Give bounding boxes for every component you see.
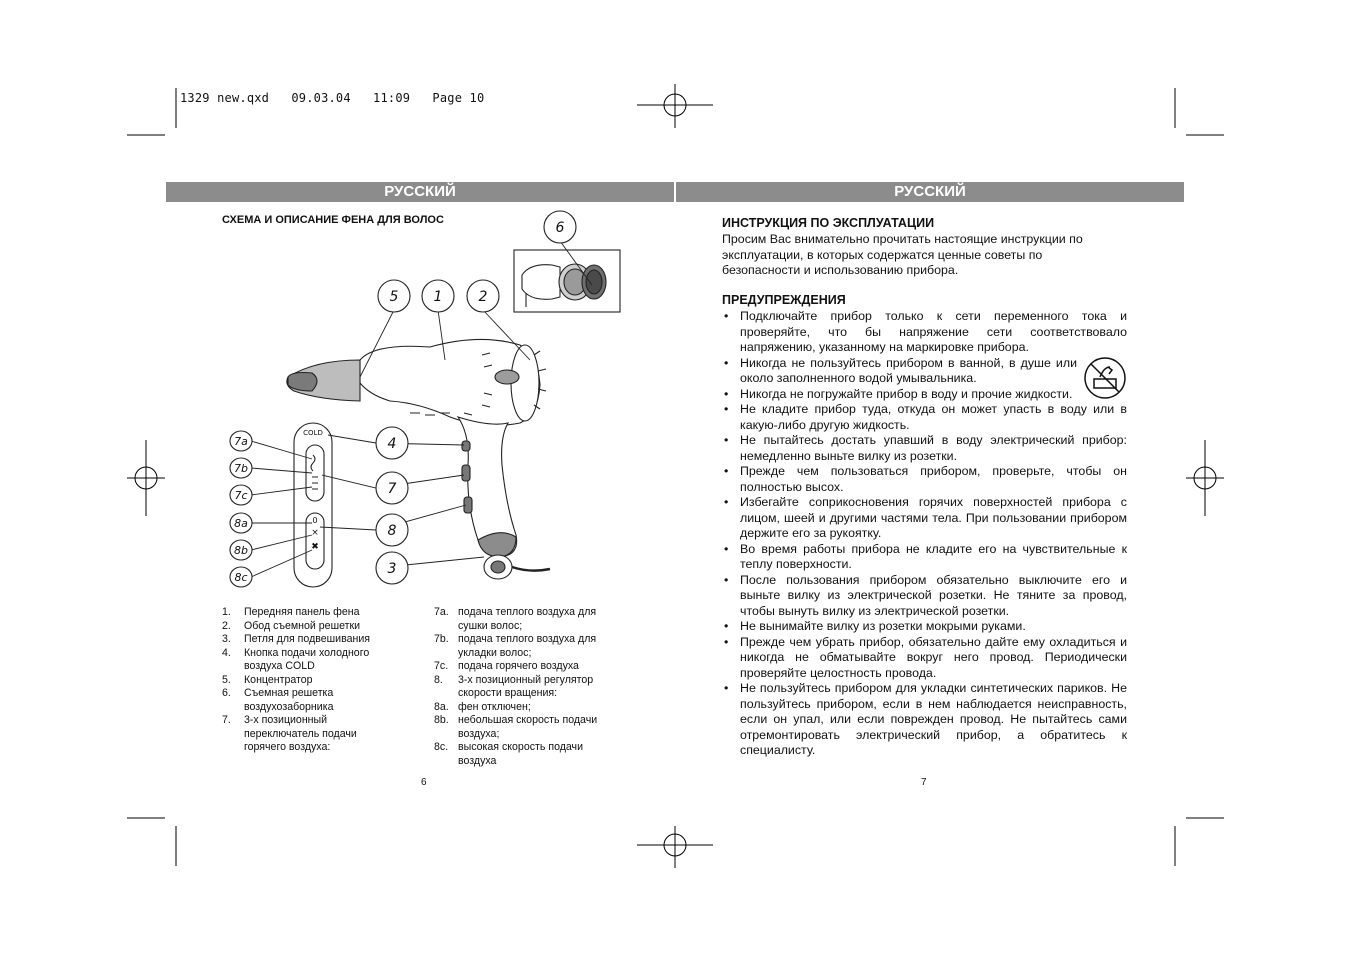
legend-row: укладки волос;: [458, 646, 532, 659]
diagram-section-title: СХЕМА И ОПИСАНИЕ ФЕНА ДЛЯ ВОЛОС: [222, 214, 444, 226]
legend-row: 8b. небольшая скорость подачи: [434, 714, 598, 726]
legend-row: 3. Петля для подвешивания: [222, 633, 370, 645]
legend-row: воздухозаборника: [244, 700, 334, 713]
legend-row: 4. Кнопка подачи холодного: [222, 646, 370, 659]
registration-mark-right: [1186, 440, 1224, 516]
registration-mark-top: [637, 84, 713, 128]
legend-row: воздуха: [458, 754, 497, 767]
switch-panel-illustration: [294, 423, 332, 587]
instructions-title: ИНСТРУКЦИЯ ПО ЭКСПЛУАТАЦИИ: [722, 216, 935, 230]
hair-dryer-diagram: [220, 205, 630, 595]
legend-row: 8a. фен отключен;: [434, 700, 531, 713]
left-band-title: РУССКИЙ: [384, 183, 456, 200]
callout-7c-label: 7c: [234, 489, 248, 502]
callout-6-label: 6: [555, 220, 565, 236]
callout-7b-label: 7b: [234, 462, 248, 475]
right-band: [676, 182, 1184, 202]
legend-left: [222, 606, 422, 755]
callout-8b-label: 8b: [234, 544, 248, 557]
warnings-list: [722, 309, 1127, 759]
legend-row: 8c. высокая скорость подачи: [434, 741, 583, 753]
warning-item: • Никогда не пользуйтесь прибором в ванной, в душе или около заполненного водой умывальника.: [722, 356, 1077, 387]
switch-mark-0: 0: [312, 516, 318, 525]
instructions-line: безопасности и использованию прибора.: [722, 263, 959, 277]
callout-8c-label: 8c: [234, 571, 248, 584]
legend-row: воздуха;: [458, 727, 500, 740]
warning-item: • Не пользуйтесь прибором для укладки синтетических париков. Не пользуйтесь прибором, если в нем наблюдается неисправность, если он упал, или если поврежден провод. Не пытайтесь сами отремонтировать электрический прибор, а обратитесь к специалисту.: [722, 681, 1127, 759]
page-number-right: 7: [921, 777, 927, 788]
legend-row: скорости вращения:: [458, 687, 558, 699]
warning-item: • Прежде чем убрать прибор, обязательно дайте ему охладиться и никогда не обматывайте вокруг него провод. Периодически проверяйте целостность провода.: [722, 635, 1127, 682]
callout-2-label: 2: [478, 289, 488, 305]
warning-item: • Не вынимайте вилку из розетки мокрыми руками.: [722, 619, 1127, 635]
left-band: [166, 182, 674, 202]
callout-4-label: 4: [387, 436, 397, 452]
legend-row: горячего воздуха:: [244, 741, 331, 753]
warning-item: • Никогда не погружайте прибор в воду и прочие жидкости.: [722, 387, 1077, 403]
callout-5-label: 5: [389, 289, 399, 305]
legend-row: 7b. подача теплого воздуха для: [434, 633, 597, 645]
warning-item: • Во время работы прибора не кладите его на чувствительные к теплу поверхности.: [722, 542, 1127, 573]
registration-mark-left: [127, 440, 165, 516]
callout-7a-label: 7a: [234, 435, 248, 448]
warning-item: • Не пытайтесь достать упавший в воду электрический прибор: немедленно выньте вилку из розетки.: [722, 433, 1127, 464]
legend-row: 5. Концентратор: [222, 673, 313, 686]
switch-mark-2: ✖: [311, 542, 319, 552]
registration-mark-bottom: [637, 826, 713, 868]
instructions-line: Просим Вас внимательно прочитать настоящие инструкции по: [722, 232, 1083, 246]
legend-row: 6. Съемная решетка: [222, 687, 334, 699]
warning-item: • После пользования прибором обязательно выключите его и выньте вилку из электрической розетки. Не тяните за провод, чтобы вынуть вилку из электрической розетки.: [722, 573, 1127, 620]
warning-item: • Подключайте прибор только к сети переменного тока и проверяйте, что бы напряжение сети соответствовало напряжению, указанному на маркировке прибора.: [722, 309, 1127, 356]
instructions-text: [722, 232, 1132, 279]
warning-item: • Не кладите прибор туда, откуда он может упасть в воду или в какую-либо другую жидкость.: [722, 402, 1127, 433]
legend-row: 8. 3-х позиционный регулятор: [434, 673, 594, 686]
legend-row: 7a. подача теплого воздуха для: [434, 606, 597, 618]
legend-row: 7c. подача горячего воздуха: [434, 660, 579, 672]
callout-1-label: 1: [433, 289, 443, 305]
switch-cold-label: COLD: [303, 429, 323, 437]
page-number-left: 6: [421, 777, 427, 788]
warning-item: • Избегайте соприкосновения горячих поверхностей прибора с лицом, шеей и другими частями тела. При пользовании прибором держите его за рукоятку.: [722, 495, 1127, 542]
legend-right: [434, 606, 634, 768]
callout-8a-label: 8a: [234, 517, 248, 530]
callout-3-label: 3: [387, 561, 397, 577]
legend-row: сушки волос;: [458, 619, 523, 632]
instructions-line: эксплуатации, в которых содержатся ценные советы по: [722, 247, 1043, 262]
legend-row: 1. Передняя панель фена: [222, 606, 360, 618]
print-header: 1329 new.qxd 09.03.04 11:09 Page 10: [180, 91, 485, 105]
legend-row: воздуха COLD: [244, 660, 315, 672]
filter-grille-illustration: [522, 264, 606, 307]
right-band-title: РУССКИЙ: [894, 183, 966, 200]
warning-item: • Прежде чем пользоваться прибором, проверьте, чтобы он полностью высох.: [722, 464, 1127, 495]
legend-row: 2. Обод съемной решетки: [222, 619, 361, 632]
switch-mark-1: ×: [311, 528, 319, 538]
callout-7-label: 7: [387, 481, 397, 497]
legend-row: 7. 3-х позиционный: [222, 714, 328, 726]
callout-8-label: 8: [387, 523, 397, 539]
legend-row: переключатель подачи: [244, 727, 357, 740]
warnings-title: ПРЕДУПРЕЖДЕНИЯ: [722, 293, 846, 307]
